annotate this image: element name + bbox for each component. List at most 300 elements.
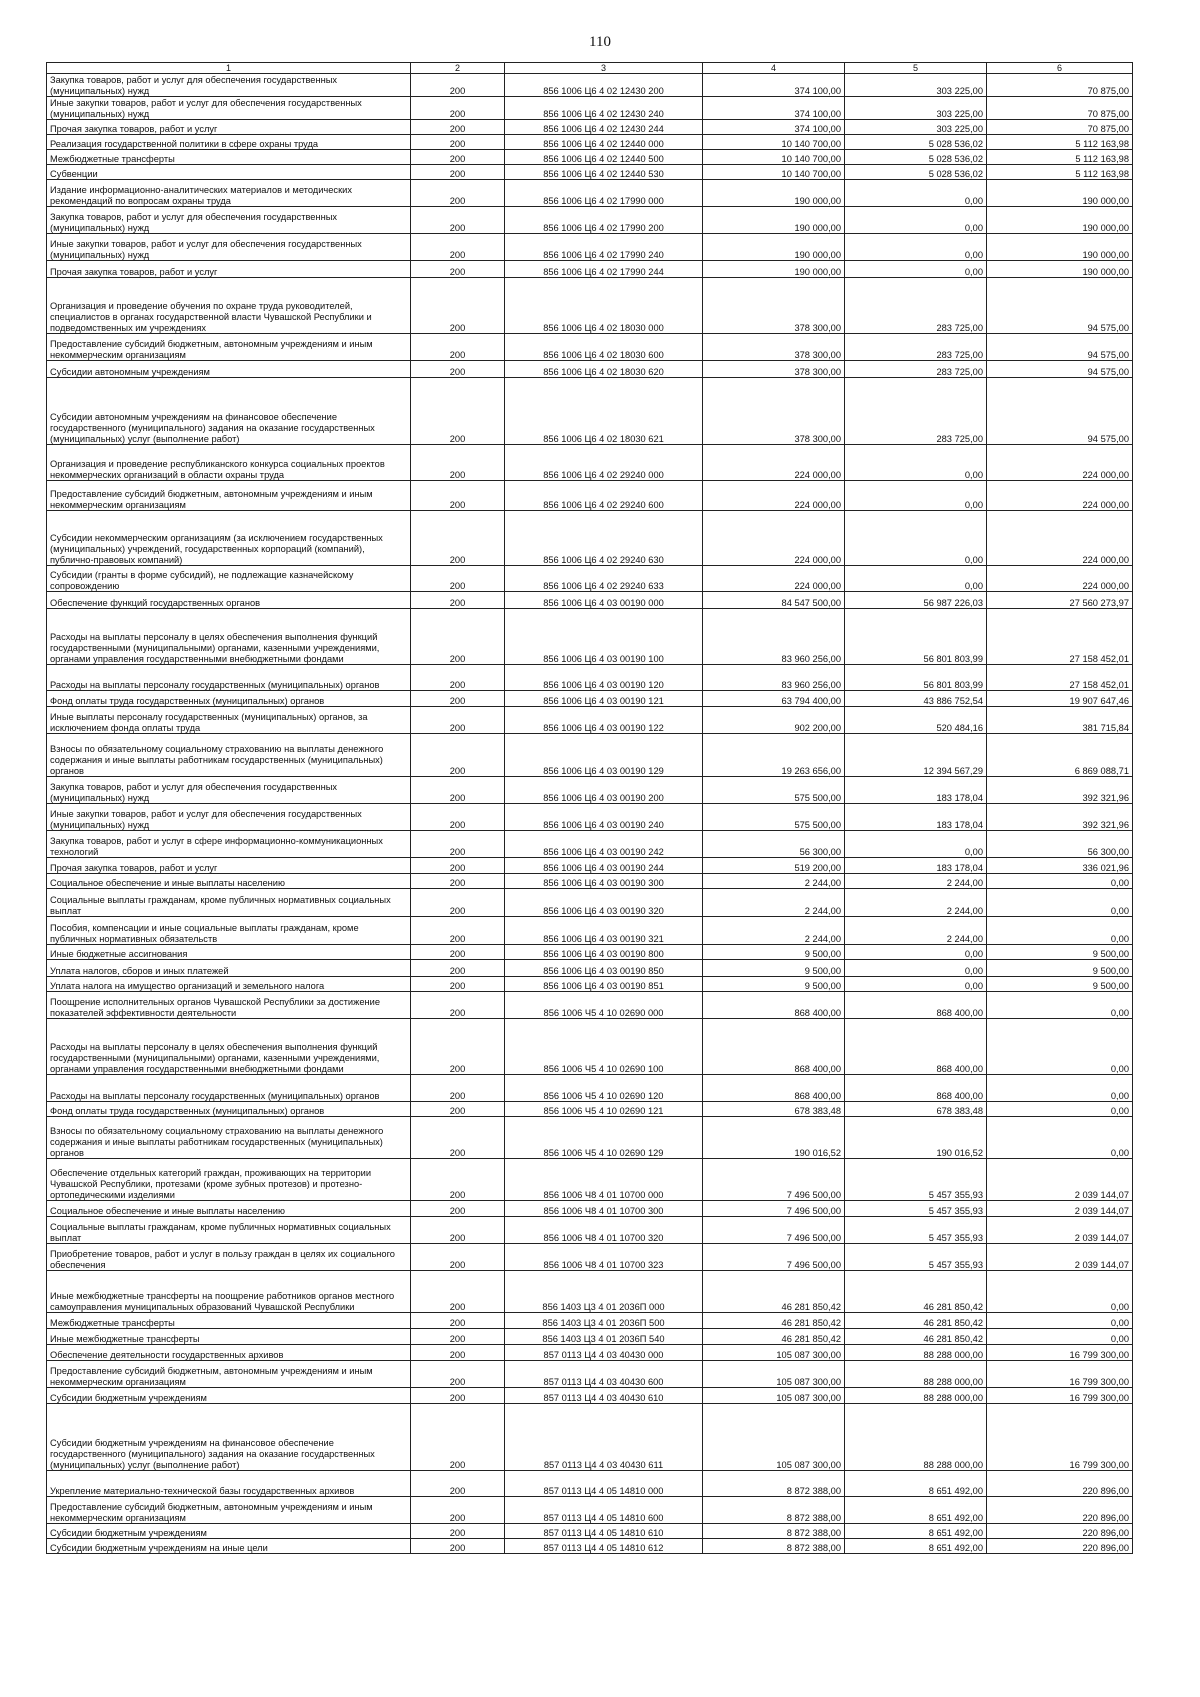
row-col4-cell: 83 960 256,00 [703, 665, 845, 691]
row-col4-cell: 190 000,00 [703, 261, 845, 278]
table-row [47, 945, 1133, 960]
row-col5-cell: 8 651 492,00 [845, 1524, 987, 1539]
row-col6-cell: 2 039 144,07 [987, 1159, 1133, 1201]
row-col6-cell: 336 021,96 [987, 858, 1133, 874]
row-name-cell: Прочая закупка товаров, работ и услуг [47, 261, 411, 278]
table-row [47, 874, 1133, 889]
row-col6-cell: 0,00 [987, 874, 1133, 889]
row-code-cell: 200 [411, 691, 505, 707]
row-name-cell: Обеспечение функций государственных органов [47, 592, 411, 609]
row-kbk-cell: 856 1006 Ч5 4 10 02690 129 [505, 1117, 703, 1159]
row-code-cell: 200 [411, 511, 505, 566]
row-col4-cell: 56 300,00 [703, 831, 845, 858]
row-code-cell: 200 [411, 1539, 505, 1554]
table-row [47, 917, 1133, 945]
row-kbk-cell: 856 1006 Ц6 4 03 00190 120 [505, 665, 703, 691]
row-col4-cell: 190 000,00 [703, 234, 845, 261]
row-col4-cell: 83 960 256,00 [703, 609, 845, 665]
row-kbk-cell: 856 1006 Ц6 4 03 00190 850 [505, 960, 703, 977]
row-col4-cell: 575 500,00 [703, 777, 845, 804]
table-row [47, 1361, 1133, 1388]
row-col5-cell: 0,00 [845, 831, 987, 858]
row-kbk-cell: 856 1006 Ц6 4 03 00190 240 [505, 804, 703, 831]
row-kbk-cell: 856 1006 Ц6 4 02 12440 000 [505, 135, 703, 150]
table-row [47, 1345, 1133, 1361]
row-code-cell: 200 [411, 992, 505, 1019]
row-col5-cell: 46 281 850,42 [845, 1313, 987, 1329]
row-col5-cell: 0,00 [845, 566, 987, 592]
row-col6-cell: 224 000,00 [987, 566, 1133, 592]
row-col4-cell: 46 281 850,42 [703, 1329, 845, 1345]
row-kbk-cell: 856 1006 Ц6 4 03 00190 121 [505, 691, 703, 707]
row-name-cell: Уплата налога на имущество организаций и земельного налога [47, 977, 411, 992]
table-row [47, 481, 1133, 511]
row-col5-cell: 0,00 [845, 445, 987, 481]
table-row [47, 1329, 1133, 1345]
row-col6-cell: 9 500,00 [987, 945, 1133, 960]
row-name-cell: Издание информационно-аналитических материалов и методических рекомендаций по вопросам охраны труда [47, 180, 411, 207]
table-row [47, 1217, 1133, 1244]
row-col6-cell: 2 039 144,07 [987, 1217, 1133, 1244]
row-col4-cell: 2 244,00 [703, 917, 845, 945]
row-col5-cell: 303 225,00 [845, 74, 987, 97]
table-row [47, 665, 1133, 691]
row-code-cell: 200 [411, 165, 505, 180]
row-code-cell: 200 [411, 74, 505, 97]
row-col5-cell: 183 178,04 [845, 777, 987, 804]
row-code-cell: 200 [411, 592, 505, 609]
row-col4-cell: 46 281 850,42 [703, 1271, 845, 1313]
row-code-cell: 200 [411, 1497, 505, 1524]
row-kbk-cell: 856 1006 Ц6 4 02 17990 000 [505, 180, 703, 207]
row-code-cell: 200 [411, 207, 505, 234]
row-code-cell: 200 [411, 777, 505, 804]
row-kbk-cell: 856 1006 Ч8 4 01 10700 000 [505, 1159, 703, 1201]
row-code-cell: 200 [411, 378, 505, 445]
column-header-4: 4 [703, 63, 845, 74]
row-kbk-cell: 856 1403 Ц3 4 01 2036П 500 [505, 1313, 703, 1329]
row-kbk-cell: 856 1006 Ц6 4 03 00190 242 [505, 831, 703, 858]
table-row [47, 1075, 1133, 1102]
row-col6-cell: 0,00 [987, 1329, 1133, 1345]
row-name-cell: Закупка товаров, работ и услуг для обеспечения государственных (муниципальных) нужд [47, 74, 411, 97]
row-col5-cell: 0,00 [845, 977, 987, 992]
row-col6-cell: 94 575,00 [987, 361, 1133, 378]
row-col4-cell: 8 872 388,00 [703, 1524, 845, 1539]
row-col6-cell: 224 000,00 [987, 511, 1133, 566]
row-code-cell: 200 [411, 874, 505, 889]
row-col6-cell: 190 000,00 [987, 234, 1133, 261]
row-kbk-cell: 856 1006 Ц6 4 03 00190 100 [505, 609, 703, 665]
row-col6-cell: 16 799 300,00 [987, 1404, 1133, 1471]
table-row [47, 361, 1133, 378]
table-row [47, 1471, 1133, 1497]
row-code-cell: 200 [411, 804, 505, 831]
row-code-cell: 200 [411, 278, 505, 334]
table-row [47, 261, 1133, 278]
row-code-cell: 200 [411, 361, 505, 378]
row-col6-cell: 70 875,00 [987, 74, 1133, 97]
row-kbk-cell: 857 0113 Ц4 4 05 14810 610 [505, 1524, 703, 1539]
row-col5-cell: 5 457 355,93 [845, 1159, 987, 1201]
row-col5-cell: 678 383,48 [845, 1102, 987, 1117]
row-col5-cell: 88 288 000,00 [845, 1361, 987, 1388]
row-col6-cell: 0,00 [987, 992, 1133, 1019]
row-col4-cell: 374 100,00 [703, 120, 845, 135]
row-col4-cell: 10 140 700,00 [703, 165, 845, 180]
row-col6-cell: 16 799 300,00 [987, 1388, 1133, 1404]
row-col5-cell: 0,00 [845, 207, 987, 234]
row-col5-cell: 0,00 [845, 960, 987, 977]
row-code-cell: 200 [411, 97, 505, 120]
row-col5-cell: 5 028 536,02 [845, 135, 987, 150]
row-kbk-cell: 856 1006 Ц6 4 02 17990 240 [505, 234, 703, 261]
row-kbk-cell: 856 1006 Ц6 4 02 12430 200 [505, 74, 703, 97]
row-col5-cell: 2 244,00 [845, 889, 987, 917]
row-name-cell: Поощрение исполнительных органов Чувашской Республики за достижение показателей эффективности деятельности [47, 992, 411, 1019]
row-name-cell: Прочая закупка товаров, работ и услуг [47, 120, 411, 135]
table-row [47, 234, 1133, 261]
table-row [47, 135, 1133, 150]
row-col4-cell: 10 140 700,00 [703, 150, 845, 165]
row-col6-cell: 27 158 452,01 [987, 665, 1133, 691]
row-col6-cell: 0,00 [987, 917, 1133, 945]
row-col4-cell: 8 872 388,00 [703, 1539, 845, 1554]
row-code-cell: 200 [411, 960, 505, 977]
row-col5-cell: 183 178,04 [845, 858, 987, 874]
row-col4-cell: 7 496 500,00 [703, 1244, 845, 1271]
row-code-cell: 200 [411, 734, 505, 777]
row-kbk-cell: 856 1006 Ц6 4 02 18030 000 [505, 278, 703, 334]
row-col4-cell: 575 500,00 [703, 804, 845, 831]
row-col6-cell: 94 575,00 [987, 278, 1133, 334]
row-kbk-cell: 856 1006 Ц6 4 03 00190 300 [505, 874, 703, 889]
row-col4-cell: 224 000,00 [703, 566, 845, 592]
row-kbk-cell: 856 1006 Ц6 4 02 29240 600 [505, 481, 703, 511]
table-row [47, 1019, 1133, 1075]
row-col5-cell: 43 886 752,54 [845, 691, 987, 707]
row-kbk-cell: 856 1006 Ц6 4 02 12440 530 [505, 165, 703, 180]
row-name-cell: Субсидии бюджетным учреждениям [47, 1524, 411, 1539]
row-kbk-cell: 856 1006 Ч8 4 01 10700 320 [505, 1217, 703, 1244]
row-name-cell: Субсидии бюджетным учреждениям на иные цели [47, 1539, 411, 1554]
row-col4-cell: 7 496 500,00 [703, 1159, 845, 1201]
row-kbk-cell: 856 1006 Ц6 4 02 12430 240 [505, 97, 703, 120]
row-col6-cell: 220 896,00 [987, 1497, 1133, 1524]
row-col6-cell: 5 112 163,98 [987, 150, 1133, 165]
row-col5-cell: 5 457 355,93 [845, 1217, 987, 1244]
row-code-cell: 200 [411, 334, 505, 361]
row-col6-cell: 392 321,96 [987, 777, 1133, 804]
row-name-cell: Расходы на выплаты персоналу государственных (муниципальных) органов [47, 665, 411, 691]
row-col5-cell: 303 225,00 [845, 120, 987, 135]
row-col4-cell: 374 100,00 [703, 74, 845, 97]
table-row [47, 165, 1133, 180]
row-col4-cell: 63 794 400,00 [703, 691, 845, 707]
row-kbk-cell: 856 1006 Ц6 4 03 00190 320 [505, 889, 703, 917]
row-kbk-cell: 856 1006 Ч5 4 10 02690 100 [505, 1019, 703, 1075]
row-kbk-cell: 857 0113 Ц4 4 05 14810 000 [505, 1471, 703, 1497]
row-col5-cell: 56 987 226,03 [845, 592, 987, 609]
row-name-cell: Закупка товаров, работ и услуг в сфере информационно-коммуникационных технологий [47, 831, 411, 858]
row-name-cell: Иные выплаты персоналу государственных (муниципальных) органов, за исключением фонда оплаты труда [47, 707, 411, 734]
row-name-cell: Межбюджетные трансферты [47, 150, 411, 165]
row-name-cell: Субсидии бюджетным учреждениям на финансовое обеспечение государственного (муниципального) задания на оказание государственных (муниципальных) услуг (выполнение работ) [47, 1404, 411, 1471]
table-row [47, 734, 1133, 777]
row-col4-cell: 46 281 850,42 [703, 1313, 845, 1329]
row-col4-cell: 224 000,00 [703, 481, 845, 511]
row-code-cell: 200 [411, 481, 505, 511]
table-row [47, 74, 1133, 97]
row-kbk-cell: 856 1006 Ц6 4 03 00190 000 [505, 592, 703, 609]
row-code-cell: 200 [411, 150, 505, 165]
row-col4-cell: 378 300,00 [703, 278, 845, 334]
row-col5-cell: 0,00 [845, 234, 987, 261]
row-col4-cell: 378 300,00 [703, 334, 845, 361]
row-col6-cell: 70 875,00 [987, 120, 1133, 135]
row-col6-cell: 0,00 [987, 1019, 1133, 1075]
row-code-cell: 200 [411, 665, 505, 691]
row-col5-cell: 5 457 355,93 [845, 1244, 987, 1271]
row-name-cell: Взносы по обязательному социальному страхованию на выплаты денежного содержания и иные выплаты работникам государственных (муниципальных) органов [47, 734, 411, 777]
row-kbk-cell: 856 1006 Ц6 4 02 29240 633 [505, 566, 703, 592]
row-kbk-cell: 856 1006 Ц6 4 02 12430 244 [505, 120, 703, 135]
row-col4-cell: 8 872 388,00 [703, 1471, 845, 1497]
row-col6-cell: 190 000,00 [987, 180, 1133, 207]
row-col6-cell: 94 575,00 [987, 378, 1133, 445]
row-name-cell: Иные межбюджетные трансферты [47, 1329, 411, 1345]
row-col6-cell: 5 112 163,98 [987, 135, 1133, 150]
row-col5-cell: 56 801 803,99 [845, 609, 987, 665]
row-col5-cell: 303 225,00 [845, 97, 987, 120]
row-kbk-cell: 856 1006 Ц6 4 02 29240 000 [505, 445, 703, 481]
row-col5-cell: 0,00 [845, 511, 987, 566]
row-kbk-cell: 856 1006 Ч8 4 01 10700 323 [505, 1244, 703, 1271]
row-kbk-cell: 857 0113 Ц4 4 03 40430 000 [505, 1345, 703, 1361]
row-col5-cell: 8 651 492,00 [845, 1471, 987, 1497]
row-code-cell: 200 [411, 1271, 505, 1313]
table-row [47, 278, 1133, 334]
row-col5-cell: 283 725,00 [845, 334, 987, 361]
table-row [47, 120, 1133, 135]
row-code-cell: 200 [411, 180, 505, 207]
row-kbk-cell: 857 0113 Ц4 4 03 40430 611 [505, 1404, 703, 1471]
row-col6-cell: 2 039 144,07 [987, 1244, 1133, 1271]
table-row [47, 180, 1133, 207]
row-name-cell: Закупка товаров, работ и услуг для обеспечения государственных (муниципальных) нужд [47, 777, 411, 804]
row-kbk-cell: 856 1006 Ц6 4 02 18030 620 [505, 361, 703, 378]
row-col5-cell: 283 725,00 [845, 378, 987, 445]
row-code-cell: 200 [411, 1524, 505, 1539]
row-code-cell: 200 [411, 1404, 505, 1471]
row-code-cell: 200 [411, 1075, 505, 1102]
row-col6-cell: 2 039 144,07 [987, 1201, 1133, 1217]
row-col4-cell: 868 400,00 [703, 1075, 845, 1102]
table-row [47, 1117, 1133, 1159]
row-col6-cell: 0,00 [987, 1313, 1133, 1329]
row-kbk-cell: 856 1006 Ч8 4 01 10700 300 [505, 1201, 703, 1217]
row-col5-cell: 868 400,00 [845, 992, 987, 1019]
table-row [47, 1313, 1133, 1329]
row-code-cell: 200 [411, 1019, 505, 1075]
row-kbk-cell: 856 1006 Ц6 4 03 00190 200 [505, 777, 703, 804]
row-code-cell: 200 [411, 1361, 505, 1388]
row-col4-cell: 190 000,00 [703, 180, 845, 207]
row-col4-cell: 2 244,00 [703, 889, 845, 917]
table-row [47, 1497, 1133, 1524]
row-col6-cell: 0,00 [987, 889, 1133, 917]
row-col6-cell: 5 112 163,98 [987, 165, 1133, 180]
row-col6-cell: 27 158 452,01 [987, 609, 1133, 665]
row-col5-cell: 0,00 [845, 481, 987, 511]
budget-execution-table [46, 62, 1133, 1554]
row-col4-cell: 19 263 656,00 [703, 734, 845, 777]
row-col4-cell: 902 200,00 [703, 707, 845, 734]
table-row [47, 1524, 1133, 1539]
row-code-cell: 200 [411, 707, 505, 734]
row-name-cell: Обеспечение деятельности государственных архивов [47, 1345, 411, 1361]
table-row [47, 1404, 1133, 1471]
row-kbk-cell: 856 1006 Ц6 4 03 00190 800 [505, 945, 703, 960]
row-col6-cell: 0,00 [987, 1271, 1133, 1313]
row-col4-cell: 678 383,48 [703, 1102, 845, 1117]
row-col4-cell: 374 100,00 [703, 97, 845, 120]
row-code-cell: 200 [411, 135, 505, 150]
row-col6-cell: 19 907 647,46 [987, 691, 1133, 707]
row-name-cell: Предоставление субсидий бюджетным, автономным учреждениям и иным некоммерческим организациям [47, 1361, 411, 1388]
column-header-1: 1 [47, 63, 411, 74]
row-name-cell: Социальное обеспечение и иные выплаты населению [47, 874, 411, 889]
row-name-cell: Субсидии бюджетным учреждениям [47, 1388, 411, 1404]
row-col5-cell: 868 400,00 [845, 1075, 987, 1102]
row-code-cell: 200 [411, 1313, 505, 1329]
row-col4-cell: 868 400,00 [703, 992, 845, 1019]
row-col5-cell: 283 725,00 [845, 278, 987, 334]
row-name-cell: Организация и проведение обучения по охране труда руководителей, специалистов в органах государственной власти Чувашской Республики и подведомственных им учреждениях [47, 278, 411, 334]
row-name-cell: Социальные выплаты гражданам, кроме публичных нормативных социальных выплат [47, 1217, 411, 1244]
row-kbk-cell: 857 0113 Ц4 4 03 40430 600 [505, 1361, 703, 1388]
row-col5-cell: 46 281 850,42 [845, 1271, 987, 1313]
row-name-cell: Фонд оплаты труда государственных (муниципальных) органов [47, 1102, 411, 1117]
row-code-cell: 200 [411, 234, 505, 261]
table-row [47, 960, 1133, 977]
row-col6-cell: 220 896,00 [987, 1539, 1133, 1554]
row-col5-cell: 56 801 803,99 [845, 665, 987, 691]
row-name-cell: Расходы на выплаты персоналу государственных (муниципальных) органов [47, 1075, 411, 1102]
row-col4-cell: 190 016,52 [703, 1117, 845, 1159]
row-kbk-cell: 856 1006 Ц6 4 02 17990 244 [505, 261, 703, 278]
row-kbk-cell: 856 1006 Ч5 4 10 02690 120 [505, 1075, 703, 1102]
row-kbk-cell: 856 1006 Ц6 4 03 00190 321 [505, 917, 703, 945]
table-row [47, 858, 1133, 874]
row-name-cell: Предоставление субсидий бюджетным, автономным учреждениям и иным некоммерческим организациям [47, 1497, 411, 1524]
row-name-cell: Пособия, компенсации и иные социальные выплаты гражданам, кроме публичных нормативных обязательств [47, 917, 411, 945]
row-kbk-cell: 856 1006 Ч5 4 10 02690 000 [505, 992, 703, 1019]
row-col6-cell: 6 869 088,71 [987, 734, 1133, 777]
row-name-cell: Реализация государственной политики в сфере охраны труда [47, 135, 411, 150]
row-col5-cell: 5 457 355,93 [845, 1201, 987, 1217]
row-col6-cell: 381 715,84 [987, 707, 1133, 734]
row-name-cell: Субсидии автономным учреждениям [47, 361, 411, 378]
row-name-cell: Фонд оплаты труда государственных (муниципальных) органов [47, 691, 411, 707]
row-col5-cell: 5 028 536,02 [845, 165, 987, 180]
row-col6-cell: 224 000,00 [987, 481, 1133, 511]
row-col4-cell: 105 087 300,00 [703, 1388, 845, 1404]
row-name-cell: Социальное обеспечение и иные выплаты населению [47, 1201, 411, 1217]
row-kbk-cell: 857 0113 Ц4 4 03 40430 610 [505, 1388, 703, 1404]
row-col6-cell: 190 000,00 [987, 207, 1133, 234]
row-col6-cell: 56 300,00 [987, 831, 1133, 858]
table-row [47, 609, 1133, 665]
row-col5-cell: 0,00 [845, 180, 987, 207]
row-col6-cell: 220 896,00 [987, 1471, 1133, 1497]
table-row [47, 511, 1133, 566]
row-kbk-cell: 856 1006 Ц6 4 02 17990 200 [505, 207, 703, 234]
row-col5-cell: 12 394 567,29 [845, 734, 987, 777]
row-col5-cell: 88 288 000,00 [845, 1404, 987, 1471]
table-row [47, 150, 1133, 165]
table-row [47, 804, 1133, 831]
row-col5-cell: 2 244,00 [845, 874, 987, 889]
row-col6-cell: 220 896,00 [987, 1524, 1133, 1539]
row-col6-cell: 0,00 [987, 1075, 1133, 1102]
row-code-cell: 200 [411, 1388, 505, 1404]
table-row [47, 566, 1133, 592]
row-code-cell: 200 [411, 1159, 505, 1201]
row-col6-cell: 9 500,00 [987, 977, 1133, 992]
row-col5-cell: 183 178,04 [845, 804, 987, 831]
row-col6-cell: 190 000,00 [987, 261, 1133, 278]
row-col4-cell: 9 500,00 [703, 945, 845, 960]
row-kbk-cell: 856 1006 Ц6 4 02 18030 621 [505, 378, 703, 445]
row-name-cell: Иные закупки товаров, работ и услуг для обеспечения государственных (муниципальных) нужд [47, 234, 411, 261]
row-name-cell: Укрепление материально-технической базы государственных архивов [47, 1471, 411, 1497]
table-row [47, 831, 1133, 858]
table-row [47, 889, 1133, 917]
column-header-3: 3 [505, 63, 703, 74]
row-kbk-cell: 856 1006 Ц6 4 03 00190 129 [505, 734, 703, 777]
row-col5-cell: 8 651 492,00 [845, 1497, 987, 1524]
row-kbk-cell: 856 1006 Ч5 4 10 02690 121 [505, 1102, 703, 1117]
row-name-cell: Иные межбюджетные трансферты на поощрение работников органов местного самоуправления муниципальных образований Чувашской Республики [47, 1271, 411, 1313]
row-name-cell: Организация и проведение республиканского конкурса социальных проектов некоммерческих организаций в области охраны труда [47, 445, 411, 481]
row-code-cell: 200 [411, 1244, 505, 1271]
row-col5-cell: 190 016,52 [845, 1117, 987, 1159]
table-row [47, 334, 1133, 361]
row-col6-cell: 224 000,00 [987, 445, 1133, 481]
row-name-cell: Уплата налогов, сборов и иных платежей [47, 960, 411, 977]
table-row [47, 207, 1133, 234]
row-col5-cell: 46 281 850,42 [845, 1329, 987, 1345]
row-col4-cell: 868 400,00 [703, 1019, 845, 1075]
row-code-cell: 200 [411, 609, 505, 665]
row-kbk-cell: 856 1006 Ц6 4 03 00190 122 [505, 707, 703, 734]
row-col5-cell: 0,00 [845, 945, 987, 960]
row-col5-cell: 8 651 492,00 [845, 1539, 987, 1554]
row-col4-cell: 378 300,00 [703, 378, 845, 445]
row-col4-cell: 7 496 500,00 [703, 1217, 845, 1244]
table-row [47, 1271, 1133, 1313]
table-row [47, 691, 1133, 707]
row-name-cell: Субвенции [47, 165, 411, 180]
table-row [47, 1539, 1133, 1554]
table-row [47, 378, 1133, 445]
row-col6-cell: 0,00 [987, 1117, 1133, 1159]
row-col4-cell: 519 200,00 [703, 858, 845, 874]
row-col6-cell: 16 799 300,00 [987, 1345, 1133, 1361]
row-code-cell: 200 [411, 566, 505, 592]
row-kbk-cell: 856 1006 Ц6 4 03 00190 244 [505, 858, 703, 874]
